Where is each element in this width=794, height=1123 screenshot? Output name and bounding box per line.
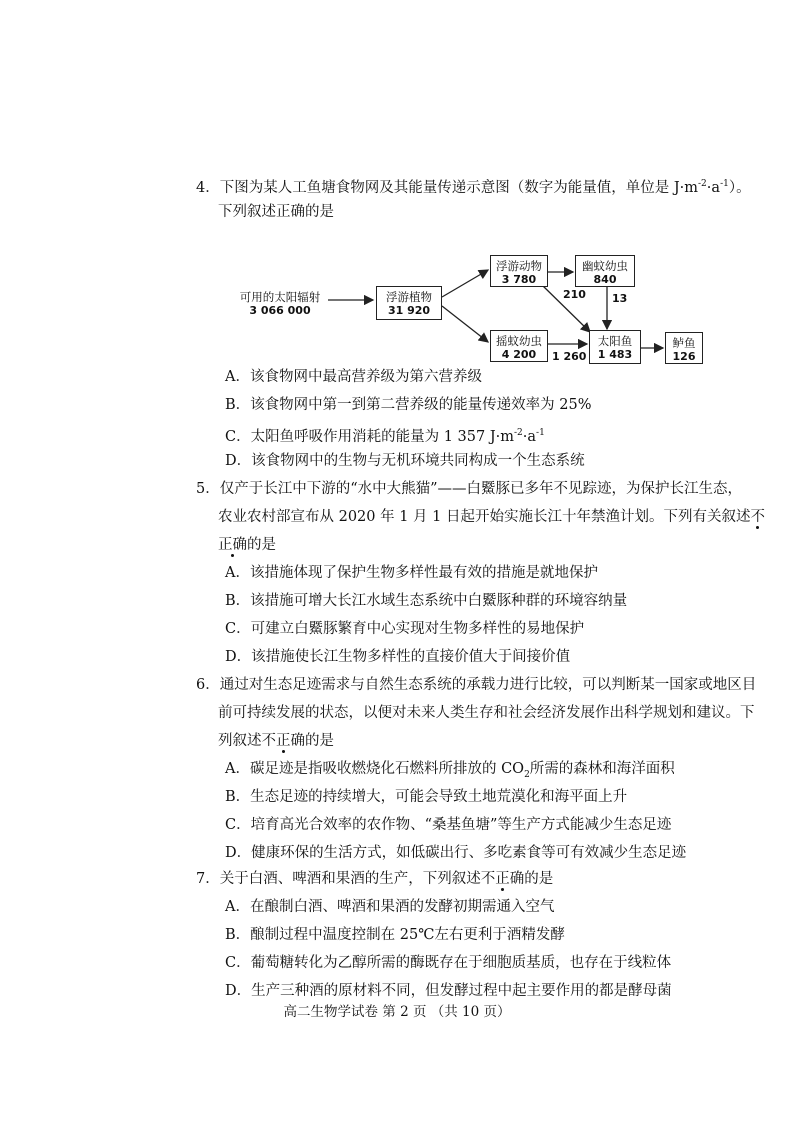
page-footer: 高二生物学试卷 第 2 页 （共 10 页） — [283, 1004, 511, 1020]
q4-stem-line2: 下列叙述正确的是 — [218, 204, 334, 220]
q7-stem-line1: 7．关于白酒、啤酒和果酒的生产，下列叙述不正确的是 — [196, 871, 554, 887]
q6-option-d: D．健康环保的生活方式，如低碳出行、多吃素食等可有效减少生态足迹 — [225, 845, 687, 861]
q5-option-b: B．该措施可增大长江水域生态系统中白鱀豚种群的环境容纳量 — [225, 593, 628, 609]
q6-option-b: B．生态足迹的持续增大，可能会导致土地荒漠化和海平面上升 — [225, 789, 628, 805]
q5-stem-line3: 正确的是 — [218, 537, 276, 553]
q6-stem-line2: 前可持续发展的状态，以便对未来人类生存和社会经济发展作出科学规划和建议。下 — [218, 705, 755, 721]
node-phytoplankton: 浮游植物 31 920 — [376, 286, 442, 320]
food-web-diagram — [230, 250, 710, 370]
q5-option-c: C．可建立白鱀豚繁育中心实现对生物多样性的易地保护 — [225, 621, 585, 637]
node-chironomid-larva: 摇蚊幼虫 4 200 — [490, 330, 548, 362]
q6-option-a: A．碳足迹是指吸收燃烧化石燃料所排放的 $CO_2$所需的森林和海洋面积 — [225, 761, 675, 780]
q5-option-a: A．该措施体现了保护生物多样性最有效的措施是就地保护 — [225, 565, 598, 581]
node-sunfish: 太阳鱼 1 483 — [589, 330, 641, 364]
node-bass: 鲈鱼 126 — [665, 332, 703, 364]
q4-option-a: A．该食物网中最高营养级为第六营养级 — [225, 369, 482, 385]
node-zooplankton: 浮游动物 3 780 — [490, 255, 548, 287]
q7-option-b: B．酿制过程中温度控制在 25℃左右更利于酒精发酵 — [225, 927, 565, 943]
q6-stem-line3: 列叙述不正确的是 — [218, 733, 334, 749]
q5-option-d: D．该措施使长江生物多样性的直接价值大于间接价值 — [225, 649, 571, 665]
q5-stem-line2: 农业农村部宣布从 2020 年 1 月 1 日起开始实施长江十年禁渔计划。下列有关叙述不 — [218, 509, 766, 525]
arrow-phyto-zoo — [442, 270, 488, 297]
q4-option-c: C．太阳鱼呼吸作用消耗的能量为 1 357 $J\cdot m^{-2}\cdot a^{-1}$ — [225, 428, 545, 445]
q4-option-d: D．该食物网中的生物与无机环境共同构成一个生态系统 — [225, 453, 585, 469]
q4-stem-line1: 4．下图为某人工鱼塘食物网及其能量传递示意图（数字为能量值，单位是 $J\cdot m^{-2}\cdot a^{-1}$）。 — [196, 179, 751, 196]
q7-option-d: D．生产三种酒的原材料不同，但发酵过程中起主要作用的都是酵母菌 — [225, 983, 672, 999]
edge-label-chironomid-sunfish: 1 260 — [552, 350, 587, 363]
q6-option-c: C．培育高光合效率的农作物、“桑基鱼塘”等生产方式能减少生态足迹 — [225, 817, 672, 833]
edge-label-chaoborus-sunfish: 13 — [612, 292, 628, 305]
arrow-phyto-mosquito — [442, 306, 488, 342]
q4-option-b: B．该食物网中第一到第二营养级的能量传递效率为 25% — [225, 397, 592, 413]
q7-option-c: C．葡萄糖转化为乙醇所需的酶既存在于细胞质基质，也存在于线粒体 — [225, 955, 672, 971]
edge-label-zoo-sunfish: 210 — [563, 288, 586, 301]
q6-stem-line1: 6．通过对生态足迹需求与自然生态系统的承载力进行比较，可以判断某一国家或地区目 — [196, 677, 757, 693]
node-chaoborus-larva: 幽蚊幼虫 840 — [575, 255, 635, 287]
solar-radiation-label: 可用的太阳辐射 3 066 000 — [239, 290, 321, 317]
q5-stem-line1: 5．仅产于长江中下游的“水中大熊猫”——白鱀豚已多年不见踪迹，为保护长江生态， — [196, 481, 743, 497]
q7-option-a: A．在酿制白酒、啤酒和果酒的发酵初期需通入空气 — [225, 899, 555, 915]
